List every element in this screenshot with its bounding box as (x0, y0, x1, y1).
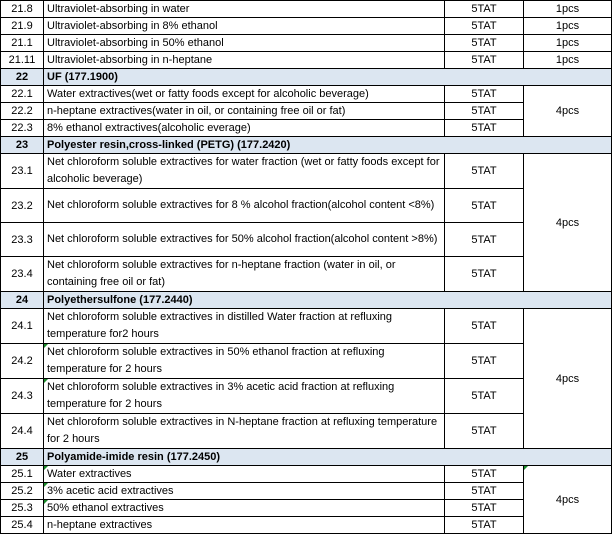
item-description[interactable]: Net chloroform soluble extractives in 50% ethanol fraction at refluxing temperature for 2 hours (44, 344, 445, 379)
item-number[interactable]: 25.3 (1, 500, 44, 517)
item-number[interactable]: 22.2 (1, 103, 44, 120)
section-title[interactable]: Polyester resin,cross-linked (PETG) (177.2420) (44, 137, 612, 154)
section-number[interactable]: 25 (1, 449, 44, 466)
group-quantity[interactable]: 4pcs (524, 466, 612, 534)
section-number[interactable]: 24 (1, 292, 44, 309)
item-number[interactable]: 23.1 (1, 154, 44, 189)
item-description[interactable]: Net chloroform soluble extractives in distilled Water fraction at refluxing temperature for2 hours (44, 309, 445, 344)
item-number[interactable]: 24.3 (1, 379, 44, 414)
item-number[interactable]: 24.1 (1, 309, 44, 344)
item-quantity[interactable]: 1pcs (524, 35, 612, 52)
table-row (1, 35, 612, 52)
section-title[interactable]: Polyethersulfone (177.2440) (44, 292, 612, 309)
section-number[interactable]: 22 (1, 69, 44, 86)
item-description[interactable]: Ultraviolet-absorbing in water (44, 1, 445, 18)
item-description[interactable]: Net chloroform soluble extractives in N-heptane fraction at refluxing temperature for 2 hours (44, 414, 445, 449)
section-header-row (1, 69, 612, 86)
item-number[interactable]: 21.9 (1, 18, 44, 35)
section-title[interactable]: UF (177.1900) (44, 69, 612, 86)
item-tat[interactable]: 5TAT (445, 379, 524, 414)
item-description[interactable]: Net chloroform soluble extractives for 50% alcohol fraction(alcohol content >8%) (44, 223, 445, 257)
item-number[interactable]: 23.4 (1, 257, 44, 292)
item-description[interactable]: Water extractives(wet or fatty foods except for alcoholic beverage) (44, 86, 445, 103)
item-tat[interactable]: 5TAT (445, 120, 524, 137)
table-row (1, 379, 612, 414)
table-row (1, 86, 612, 103)
table-row (1, 500, 612, 517)
item-tat[interactable]: 5TAT (445, 257, 524, 292)
item-tat[interactable]: 5TAT (445, 189, 524, 223)
item-tat[interactable]: 5TAT (445, 52, 524, 69)
item-description[interactable]: Water extractives (44, 466, 445, 483)
item-number[interactable]: 24.2 (1, 344, 44, 379)
item-tat[interactable]: 5TAT (445, 86, 524, 103)
item-quantity[interactable]: 1pcs (524, 1, 612, 18)
table-row (1, 103, 612, 120)
item-description[interactable]: Net chloroform soluble extractives for 8 % alcohol fraction(alcohol content <8%) (44, 189, 445, 223)
item-tat[interactable]: 5TAT (445, 483, 524, 500)
item-description[interactable]: Ultraviolet-absorbing in 50% ethanol (44, 35, 445, 52)
item-tat[interactable]: 5TAT (445, 223, 524, 257)
item-tat[interactable]: 5TAT (445, 103, 524, 120)
section-header-row (1, 292, 612, 309)
item-number[interactable]: 21.11 (1, 52, 44, 69)
item-description[interactable]: Ultraviolet-absorbing in n-heptane (44, 52, 445, 69)
item-quantity[interactable]: 1pcs (524, 18, 612, 35)
table-row (1, 18, 612, 35)
item-description[interactable]: n-heptane extractives (44, 517, 445, 534)
item-description[interactable]: 50% ethanol extractives (44, 500, 445, 517)
table-row (1, 483, 612, 500)
item-quantity[interactable]: 1pcs (524, 52, 612, 69)
table-row (1, 257, 612, 292)
group-quantity[interactable]: 4pcs (524, 154, 612, 292)
item-tat[interactable]: 5TAT (445, 500, 524, 517)
item-number[interactable]: 25.1 (1, 466, 44, 483)
item-tat[interactable]: 5TAT (445, 154, 524, 189)
item-description[interactable]: Ultraviolet-absorbing in 8% ethanol (44, 18, 445, 35)
table-row (1, 466, 612, 483)
item-number[interactable]: 25.4 (1, 517, 44, 534)
section-title[interactable]: Polyamide-imide resin (177.2450) (44, 449, 612, 466)
table-row (1, 309, 612, 344)
item-tat[interactable]: 5TAT (445, 1, 524, 18)
item-tat[interactable]: 5TAT (445, 309, 524, 344)
section-number[interactable]: 23 (1, 137, 44, 154)
group-quantity[interactable]: 4pcs (524, 309, 612, 449)
item-tat[interactable]: 5TAT (445, 466, 524, 483)
item-number[interactable]: 25.2 (1, 483, 44, 500)
item-number[interactable]: 23.3 (1, 223, 44, 257)
item-number[interactable]: 21.8 (1, 1, 44, 18)
table-row (1, 120, 612, 137)
table-row (1, 189, 612, 223)
item-description[interactable]: 8% ethanol extractives(alcoholic everage) (44, 120, 445, 137)
item-number[interactable]: 24.4 (1, 414, 44, 449)
item-description[interactable]: 3% acetic acid extractives (44, 483, 445, 500)
section-header-row (1, 137, 612, 154)
item-tat[interactable]: 5TAT (445, 414, 524, 449)
item-number[interactable]: 22.3 (1, 120, 44, 137)
item-number[interactable]: 22.1 (1, 86, 44, 103)
item-description[interactable]: Net chloroform soluble extractives in 3% acetic acid fraction at refluxing temperature for 2 hours (44, 379, 445, 414)
item-tat[interactable]: 5TAT (445, 344, 524, 379)
section-header-row (1, 449, 612, 466)
item-tat[interactable]: 5TAT (445, 35, 524, 52)
item-tat[interactable]: 5TAT (445, 517, 524, 534)
item-description[interactable]: Net chloroform soluble extractives for n-heptane fraction (water in oil, or containing free oil or fat) (44, 257, 445, 292)
table-row (1, 344, 612, 379)
item-description[interactable]: n-heptane extractives(water in oil, or containing free oil or fat) (44, 103, 445, 120)
item-description[interactable]: Net chloroform soluble extractives for water fraction (wet or fatty foods except for alcoholic beverage) (44, 154, 445, 189)
item-number[interactable]: 23.2 (1, 189, 44, 223)
table-row (1, 414, 612, 449)
table-row (1, 154, 612, 189)
table-row (1, 52, 612, 69)
table-row (1, 223, 612, 257)
item-number[interactable]: 21.1 (1, 35, 44, 52)
group-quantity[interactable]: 4pcs (524, 86, 612, 137)
item-tat[interactable]: 5TAT (445, 18, 524, 35)
table-row (1, 1, 612, 18)
